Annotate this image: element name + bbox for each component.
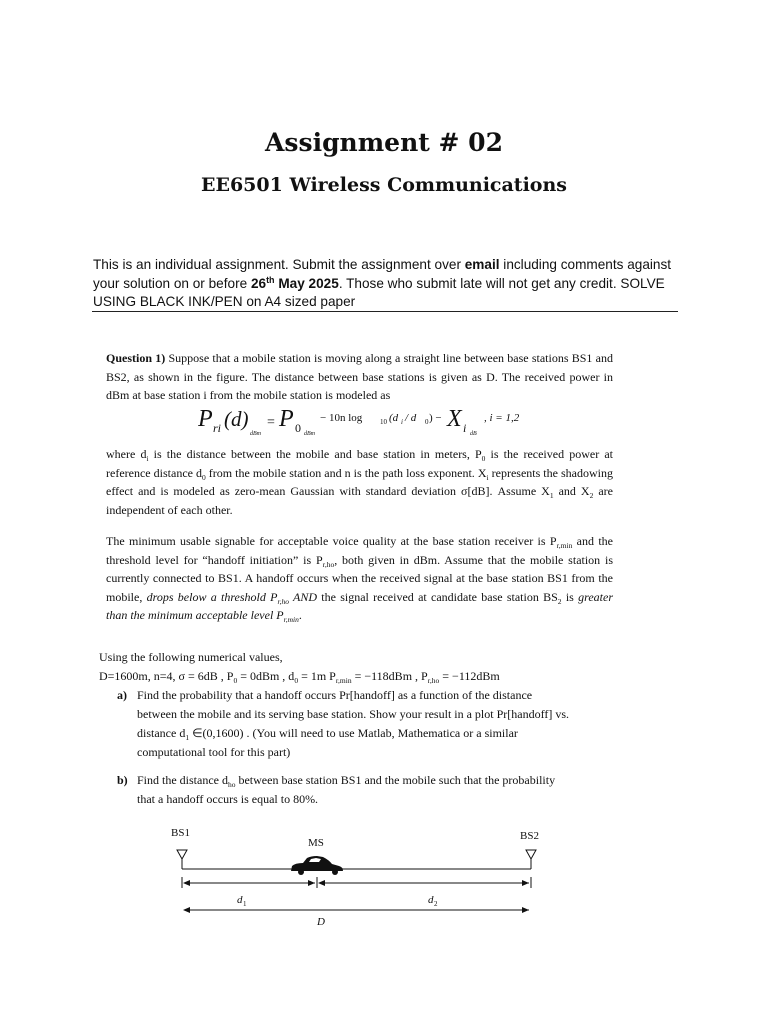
numerical-values-line bbox=[99, 667, 619, 686]
intro-email-bold: email bbox=[464, 257, 500, 272]
part-a-line4: computational tool for this part) bbox=[137, 745, 291, 759]
due-month-year: May 2025 bbox=[274, 275, 339, 291]
cond-sub-b: r,ho bbox=[322, 559, 335, 569]
d1-sub: 1 bbox=[243, 900, 247, 908]
def-sub-c: 0 bbox=[202, 472, 206, 482]
cond-text-h: greater than the minimum acceptable level P bbox=[106, 589, 613, 623]
cond-text-i: . bbox=[298, 608, 302, 623]
question1-handoff-conditions bbox=[106, 532, 613, 625]
numerical-intro: Using the following numerical values, bbox=[99, 650, 283, 664]
base-station-figure bbox=[165, 822, 550, 932]
cond-sub-h: r,min bbox=[283, 615, 299, 625]
part-a-line1: Find the probability that a handoff occurs Pr[handoff] as a function of the distance bbox=[137, 688, 533, 702]
cond-sub-f: 2 bbox=[557, 596, 562, 606]
cond-italic-d bbox=[147, 590, 317, 604]
numerical-values bbox=[99, 648, 619, 686]
assignment-title: Assignment # 02 bbox=[265, 128, 503, 157]
part-a bbox=[117, 686, 621, 762]
num-d: = −118dBm , P bbox=[351, 669, 428, 683]
question1-label: Question 1) bbox=[106, 351, 166, 365]
formula-term-arg-sub2: 0 bbox=[425, 418, 429, 426]
part-b-line1b: between base station BS1 and the mobile such that the probability bbox=[235, 773, 556, 787]
cond-sub-a: r,min bbox=[556, 541, 573, 550]
formula-lhs: P bbox=[198, 406, 213, 432]
part-a-line3b: ∈(0,1600) . (You will need to use Matlab, Mathematica or a similar bbox=[189, 726, 518, 740]
course-title: EE6501 Wireless Communications bbox=[200, 174, 567, 196]
part-b-label: b) bbox=[117, 773, 128, 787]
def-text-b: is the distance between the mobile and base station in meters, P bbox=[148, 447, 482, 461]
def-sub-b: 0 bbox=[481, 454, 486, 463]
formula-x: X bbox=[447, 406, 462, 432]
bs2-antenna-icon bbox=[526, 850, 536, 869]
num-a: D=1600m, n=4, σ = 6dB , P bbox=[99, 669, 234, 683]
intro-text-1: This is an individual assignment. Submit the assignment over bbox=[93, 257, 465, 272]
formula-p0: P bbox=[279, 406, 294, 432]
cond-sub-d: r,ho bbox=[277, 596, 289, 606]
formula-p0-unit: dBm bbox=[304, 431, 315, 437]
num-e: = −112dBm bbox=[439, 669, 500, 683]
def-sub-d: i bbox=[486, 472, 489, 482]
bs1-antenna-icon bbox=[177, 850, 187, 869]
num-c-sub: r,min bbox=[335, 676, 352, 685]
formula-index: , i = 1,2 bbox=[484, 412, 520, 424]
cond-text-f: the signal received at candidate base station BS bbox=[317, 589, 558, 604]
num-b-sub: 0 bbox=[294, 676, 299, 685]
part-b-line2: that a handoff occurs is equal to 80%. bbox=[137, 792, 319, 806]
part-a-line2: between the mobile and its serving base station. Show your result in a plot Pr[handoff] vs. bbox=[137, 707, 570, 721]
part-b bbox=[117, 771, 621, 809]
cond-text-d: drops below a threshold P bbox=[146, 589, 278, 604]
def-sub-e: 1 bbox=[549, 491, 554, 501]
formula-term-arg: (d bbox=[389, 412, 399, 424]
intro-text-3: . Those who submit late will not get any credit. SOLVE USING BLACK INK/PEN on A4 sized paper bbox=[93, 275, 665, 309]
def-sub-f: 2 bbox=[589, 491, 594, 501]
received-power-formula bbox=[198, 399, 538, 439]
instructions-paragraph bbox=[93, 256, 685, 312]
part-a-line3 bbox=[117, 724, 621, 743]
part-a-line3a: distance d bbox=[137, 726, 186, 740]
cond-text-e: AND bbox=[288, 589, 318, 604]
num-b: = 0dBm , d bbox=[237, 669, 295, 683]
part-a-label: a) bbox=[117, 688, 127, 702]
intro-text-2: including comments against your solution on or before bbox=[93, 257, 672, 291]
cond-text-b: and the threshold level for “handoff initiation” is P bbox=[106, 534, 613, 567]
formula-term-arg-rest: / d bbox=[405, 412, 417, 424]
question1-intro bbox=[106, 349, 613, 405]
def-text-e: represents the shadowing effect and is modeled as zero-mean Gaussian with standard deviation σ[dB]. Assume X bbox=[106, 465, 614, 499]
part-b-line1-sub: ho bbox=[227, 780, 236, 789]
def-text-a: where d bbox=[106, 447, 147, 461]
bs1-label: BS1 bbox=[171, 827, 190, 839]
bs2-label: BS2 bbox=[520, 830, 539, 842]
formula-term: − 10n log bbox=[320, 412, 363, 424]
formula-lhs-arg: (d) bbox=[224, 407, 249, 431]
num-c: = 1m P bbox=[298, 669, 336, 683]
def-text-f: and X bbox=[553, 484, 590, 499]
formula-p0-sub: 0 bbox=[295, 421, 301, 435]
car-icon bbox=[291, 856, 343, 875]
cond-text-a: The minimum usable signable for acceptable voice quality at the base station receiver is P bbox=[106, 534, 557, 548]
due-day-suffix: th bbox=[266, 274, 275, 285]
question1-text: Suppose that a mobile station is moving along a straight line between base stations BS1 and BS2, as shown in the figure. The distance between base stations is given as D. The received power in dBm at base station i from the mobile station is modeled as bbox=[106, 351, 613, 403]
formula-term-sub: 10 bbox=[380, 418, 387, 426]
def-text-c: is the received power at reference distance d bbox=[106, 447, 613, 480]
num-d-sub: r,ho bbox=[427, 676, 440, 685]
def-text-d: from the mobile station and n is the path loss exponent. X bbox=[205, 465, 487, 480]
cond-text-c: , both given in dBm. Assume that the mobile station is currently connected to BS1. A handoff occurs when the received signal at the base station BS1 from the mobile, bbox=[106, 552, 614, 604]
formula-term-close: ) − bbox=[429, 412, 442, 424]
d2-label: d bbox=[428, 894, 434, 906]
D-label: D bbox=[317, 916, 325, 928]
formula-x-sub: i bbox=[463, 421, 467, 435]
formula-lhs-sub: ri bbox=[213, 421, 222, 435]
part-b-line1a: Find the distance d bbox=[137, 773, 228, 787]
formula-equals: = bbox=[267, 415, 275, 430]
part-a-line3-sub: 1 bbox=[185, 733, 190, 742]
ms-label: MS bbox=[308, 837, 324, 849]
num-a-sub: 0 bbox=[233, 676, 238, 685]
formula-term-arg-sub: i bbox=[401, 418, 403, 426]
due-date bbox=[251, 276, 339, 291]
def-text-g: are independent of each other. bbox=[106, 484, 613, 517]
formula-x-unit: dB bbox=[470, 431, 477, 437]
question1-definitions bbox=[106, 445, 613, 519]
d2-sub: 2 bbox=[434, 900, 438, 908]
formula-lhs-unit: dBm bbox=[250, 431, 261, 437]
def-sub-a: i bbox=[146, 454, 149, 463]
cond-text-g: is bbox=[561, 589, 579, 604]
d1-label: d bbox=[237, 894, 243, 906]
due-day: 26 bbox=[250, 275, 267, 291]
horizontal-rule bbox=[92, 311, 678, 312]
